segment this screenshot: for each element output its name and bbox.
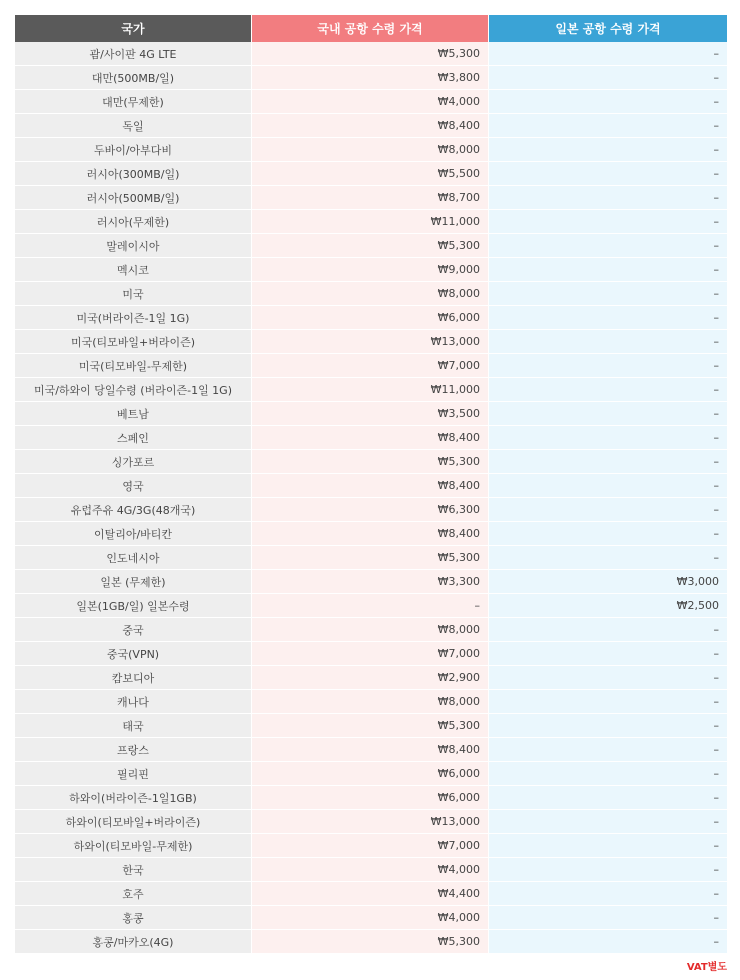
table-row xyxy=(15,426,727,450)
country-cell: 말레이시아 xyxy=(15,234,252,258)
domestic-price-cell: ₩3,500 xyxy=(252,402,489,426)
country-cell: 인도네시아 xyxy=(15,546,252,570)
table-row xyxy=(15,546,727,570)
table-row xyxy=(15,930,727,954)
japan-price-cell: – xyxy=(489,210,727,234)
japan-price-cell: – xyxy=(489,234,727,258)
domestic-price-cell: ₩13,000 xyxy=(252,810,489,834)
domestic-price-cell: ₩6,000 xyxy=(252,306,489,330)
table-row xyxy=(15,138,727,162)
table-row xyxy=(15,258,727,282)
domestic-price-cell: ₩8,400 xyxy=(252,474,489,498)
country-cell: 필리핀 xyxy=(15,762,252,786)
japan-price-cell: – xyxy=(489,930,727,954)
domestic-price-cell: ₩5,300 xyxy=(252,546,489,570)
header-japan-price: 일본 공항 수령 가격 xyxy=(489,15,727,42)
japan-price-cell: ₩2,500 xyxy=(489,594,727,618)
japan-price-cell: – xyxy=(489,450,727,474)
japan-price-cell: – xyxy=(489,354,727,378)
table-row xyxy=(15,114,727,138)
table-row xyxy=(15,402,727,426)
country-cell: 싱가포르 xyxy=(15,450,252,474)
domestic-price-cell: ₩2,900 xyxy=(252,666,489,690)
table-row xyxy=(15,834,727,858)
japan-price-cell: – xyxy=(489,906,727,930)
domestic-price-cell: ₩7,000 xyxy=(252,642,489,666)
table-row xyxy=(15,378,727,402)
country-cell: 일본(1GB/일) 일본수령 xyxy=(15,594,252,618)
japan-price-cell: – xyxy=(489,498,727,522)
japan-price-cell: – xyxy=(489,474,727,498)
table-row xyxy=(15,810,727,834)
japan-price-cell: – xyxy=(489,618,727,642)
japan-price-cell: – xyxy=(489,66,727,90)
domestic-price-cell: ₩5,500 xyxy=(252,162,489,186)
country-cell: 대만(500MB/일) xyxy=(15,66,252,90)
japan-price-cell: – xyxy=(489,882,727,906)
table-row xyxy=(15,42,727,66)
country-cell: 홍콩/마카오(4G) xyxy=(15,930,252,954)
country-cell: 독일 xyxy=(15,114,252,138)
table-row xyxy=(15,498,727,522)
country-cell: 미국(티모바일-무제한) xyxy=(15,354,252,378)
table-row xyxy=(15,330,727,354)
domestic-price-cell: ₩11,000 xyxy=(252,378,489,402)
country-cell: 미국/하와이 당일수령 (버라이즌-1일 1G) xyxy=(15,378,252,402)
domestic-price-cell: ₩5,300 xyxy=(252,450,489,474)
domestic-price-cell: ₩7,000 xyxy=(252,354,489,378)
japan-price-cell: – xyxy=(489,282,727,306)
country-cell: 미국(버라이즌-1일 1G) xyxy=(15,306,252,330)
country-cell: 미국(티모바일+버라이즌) xyxy=(15,330,252,354)
table-body xyxy=(15,42,727,954)
table-row xyxy=(15,618,727,642)
domestic-price-cell: ₩8,700 xyxy=(252,186,489,210)
domestic-price-cell: ₩11,000 xyxy=(252,210,489,234)
japan-price-cell: – xyxy=(489,834,727,858)
domestic-price-cell: ₩5,300 xyxy=(252,930,489,954)
country-cell: 중국(VPN) xyxy=(15,642,252,666)
japan-price-cell: – xyxy=(489,306,727,330)
domestic-price-cell: ₩5,300 xyxy=(252,42,489,66)
domestic-price-cell: ₩8,000 xyxy=(252,690,489,714)
japan-price-cell: – xyxy=(489,114,727,138)
domestic-price-cell: ₩3,300 xyxy=(252,570,489,594)
table-row xyxy=(15,522,727,546)
country-cell: 유럽주유 4G/3G(48개국) xyxy=(15,498,252,522)
japan-price-cell: – xyxy=(489,666,727,690)
table-row xyxy=(15,282,727,306)
country-cell: 태국 xyxy=(15,714,252,738)
domestic-price-cell: ₩8,400 xyxy=(252,738,489,762)
table-row xyxy=(15,858,727,882)
domestic-price-cell: ₩8,000 xyxy=(252,138,489,162)
table-row xyxy=(15,762,727,786)
domestic-price-cell: ₩13,000 xyxy=(252,330,489,354)
domestic-price-cell: ₩5,300 xyxy=(252,714,489,738)
japan-price-cell: – xyxy=(489,90,727,114)
country-cell: 러시아(무제한) xyxy=(15,210,252,234)
domestic-price-cell: ₩8,400 xyxy=(252,426,489,450)
japan-price-cell: – xyxy=(489,42,727,66)
country-cell: 러시아(500MB/일) xyxy=(15,186,252,210)
japan-price-cell: – xyxy=(489,162,727,186)
domestic-price-cell: ₩4,000 xyxy=(252,90,489,114)
domestic-price-cell: ₩6,000 xyxy=(252,786,489,810)
country-cell: 캄보디아 xyxy=(15,666,252,690)
country-cell: 캐나다 xyxy=(15,690,252,714)
domestic-price-cell: ₩9,000 xyxy=(252,258,489,282)
table-row xyxy=(15,714,727,738)
domestic-price-cell: ₩5,300 xyxy=(252,234,489,258)
japan-price-cell: – xyxy=(489,642,727,666)
table-row xyxy=(15,690,727,714)
country-cell: 홍콩 xyxy=(15,906,252,930)
japan-price-cell: – xyxy=(489,690,727,714)
table-row xyxy=(15,306,727,330)
domestic-price-cell: ₩4,000 xyxy=(252,858,489,882)
japan-price-cell: – xyxy=(489,546,727,570)
japan-price-cell: – xyxy=(489,786,727,810)
japan-price-cell: – xyxy=(489,258,727,282)
table-row xyxy=(15,354,727,378)
country-cell: 하와이(티모바일-무제한) xyxy=(15,834,252,858)
table-row xyxy=(15,594,727,618)
table-row xyxy=(15,234,727,258)
country-cell: 한국 xyxy=(15,858,252,882)
country-cell: 하와이(버라이즌-1일1GB) xyxy=(15,786,252,810)
domestic-price-cell: ₩8,400 xyxy=(252,114,489,138)
japan-price-cell: – xyxy=(489,378,727,402)
table-row xyxy=(15,210,727,234)
table-row xyxy=(15,786,727,810)
table-row xyxy=(15,882,727,906)
japan-price-cell: – xyxy=(489,762,727,786)
country-cell: 스페인 xyxy=(15,426,252,450)
table-row xyxy=(15,474,727,498)
japan-price-cell: – xyxy=(489,738,727,762)
table-row xyxy=(15,906,727,930)
vat-note: VAT별도 xyxy=(686,962,727,973)
country-cell: 중국 xyxy=(15,618,252,642)
table-row xyxy=(15,66,727,90)
japan-price-cell: – xyxy=(489,858,727,882)
country-cell: 두바이/아부다비 xyxy=(15,138,252,162)
country-cell: 일본 (무제한) xyxy=(15,570,252,594)
country-cell: 베트남 xyxy=(15,402,252,426)
domestic-price-cell: ₩8,000 xyxy=(252,618,489,642)
domestic-price-cell: ₩4,400 xyxy=(252,882,489,906)
domestic-price-cell: ₩7,000 xyxy=(252,834,489,858)
table-row xyxy=(15,90,727,114)
japan-price-cell: – xyxy=(489,426,727,450)
country-cell: 러시아(300MB/일) xyxy=(15,162,252,186)
domestic-price-cell: – xyxy=(252,594,489,618)
domestic-price-cell: ₩3,800 xyxy=(252,66,489,90)
country-cell: 이탈리아/바티칸 xyxy=(15,522,252,546)
header-row xyxy=(15,15,727,42)
japan-price-cell: – xyxy=(489,402,727,426)
country-cell: 호주 xyxy=(15,882,252,906)
japan-price-cell: – xyxy=(489,810,727,834)
country-cell: 미국 xyxy=(15,282,252,306)
japan-price-cell: – xyxy=(489,330,727,354)
table-row xyxy=(15,570,727,594)
japan-price-cell: – xyxy=(489,138,727,162)
country-cell: 영국 xyxy=(15,474,252,498)
domestic-price-cell: ₩6,000 xyxy=(252,762,489,786)
table-row xyxy=(15,666,727,690)
japan-price-cell: – xyxy=(489,714,727,738)
table-row xyxy=(15,738,727,762)
price-table xyxy=(15,15,727,954)
header-country: 국가 xyxy=(15,15,252,42)
table-row xyxy=(15,450,727,474)
table-row xyxy=(15,186,727,210)
japan-price-cell: – xyxy=(489,186,727,210)
japan-price-cell: – xyxy=(489,522,727,546)
country-cell: 대만(무제한) xyxy=(15,90,252,114)
table-row xyxy=(15,162,727,186)
country-cell: 괌/사이판 4G LTE xyxy=(15,42,252,66)
japan-price-cell: ₩3,000 xyxy=(489,570,727,594)
domestic-price-cell: ₩6,300 xyxy=(252,498,489,522)
table-row xyxy=(15,642,727,666)
header-domestic-price: 국내 공항 수령 가격 xyxy=(252,15,489,42)
domestic-price-cell: ₩8,400 xyxy=(252,522,489,546)
domestic-price-cell: ₩8,000 xyxy=(252,282,489,306)
domestic-price-cell: ₩4,000 xyxy=(252,906,489,930)
country-cell: 하와이(티모바일+버라이즌) xyxy=(15,810,252,834)
country-cell: 멕시코 xyxy=(15,258,252,282)
country-cell: 프랑스 xyxy=(15,738,252,762)
